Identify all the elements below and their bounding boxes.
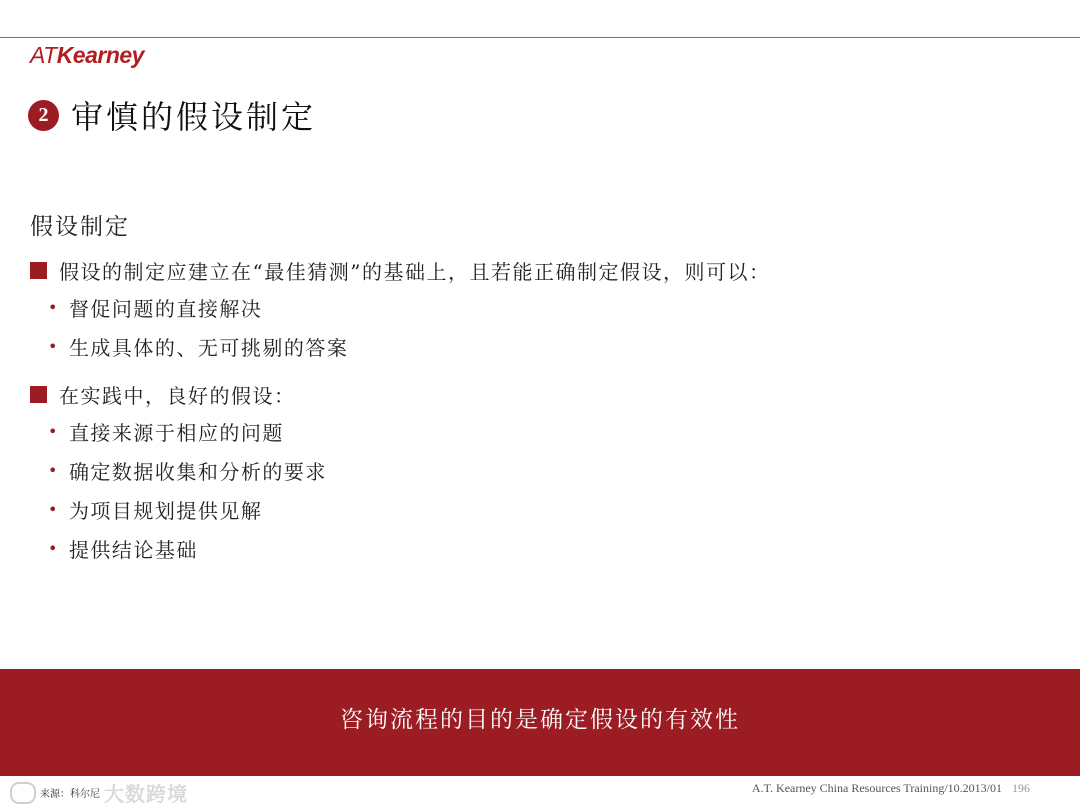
source-note: 来源：科尔尼 [40,789,100,800]
page-title: 审慎的假设制定 [71,98,317,136]
square-bullet-icon [30,386,47,403]
footer-left [10,778,188,807]
logo-at: AT [30,42,57,68]
dot-bullet-icon: • [48,500,59,519]
dot-bullet-icon: • [48,298,59,317]
dot-bullet-icon: • [48,539,59,558]
top-divider [0,37,1080,38]
sub-bullet [30,327,1050,366]
main-bullet-2 [30,376,1050,412]
citation-text: A.T. Kearney China Resources Training/10.2013/01 [751,781,1002,795]
sub-bullet-text: 为项目规划提供见解 [68,499,263,523]
banner-text: 咨询流程的目的是确定假设的有效性 [340,707,740,733]
sub-bullet-text: 提供结论基础 [68,538,198,562]
section-number-badge: 2 [28,100,59,131]
sub-bullet [30,451,1050,490]
bullet-content [30,252,1050,568]
page-number: 196 [1012,781,1030,795]
footer-citation [752,781,1030,796]
subheading: 假设制定 [30,214,130,240]
title-row [28,92,316,138]
sub-bullet [30,529,1050,568]
sub-bullet-text: 确定数据收集和分析的要求 [68,460,327,484]
atkearney-logo [30,42,144,69]
dot-bullet-icon: • [48,337,59,356]
sub-bullet-text: 督促问题的直接解决 [68,297,263,321]
dot-bullet-icon: • [48,422,59,441]
sub-bullet-text: 生成具体的、无可挑剔的答案 [68,336,349,360]
square-bullet-icon [30,262,47,279]
main-bullet-1 [30,252,1050,288]
sub-bullet-text: 直接来源于相应的问题 [68,421,284,445]
sub-bullet [30,490,1050,529]
sub-bullet [30,412,1050,451]
main-bullet-text: 在实践中，良好的假设： [59,383,296,408]
logo-kearney: Kearney [56,42,144,68]
watermark-logo-icon [10,782,36,804]
dot-bullet-icon: • [48,461,59,480]
sub-bullet [30,288,1050,327]
main-bullet-text: 假设的制定应建立在“最佳猜测”的基础上，且若能正确制定假设，则可以： [59,259,771,284]
watermark-text: 大数跨境 [104,784,188,806]
conclusion-banner [0,669,1080,776]
